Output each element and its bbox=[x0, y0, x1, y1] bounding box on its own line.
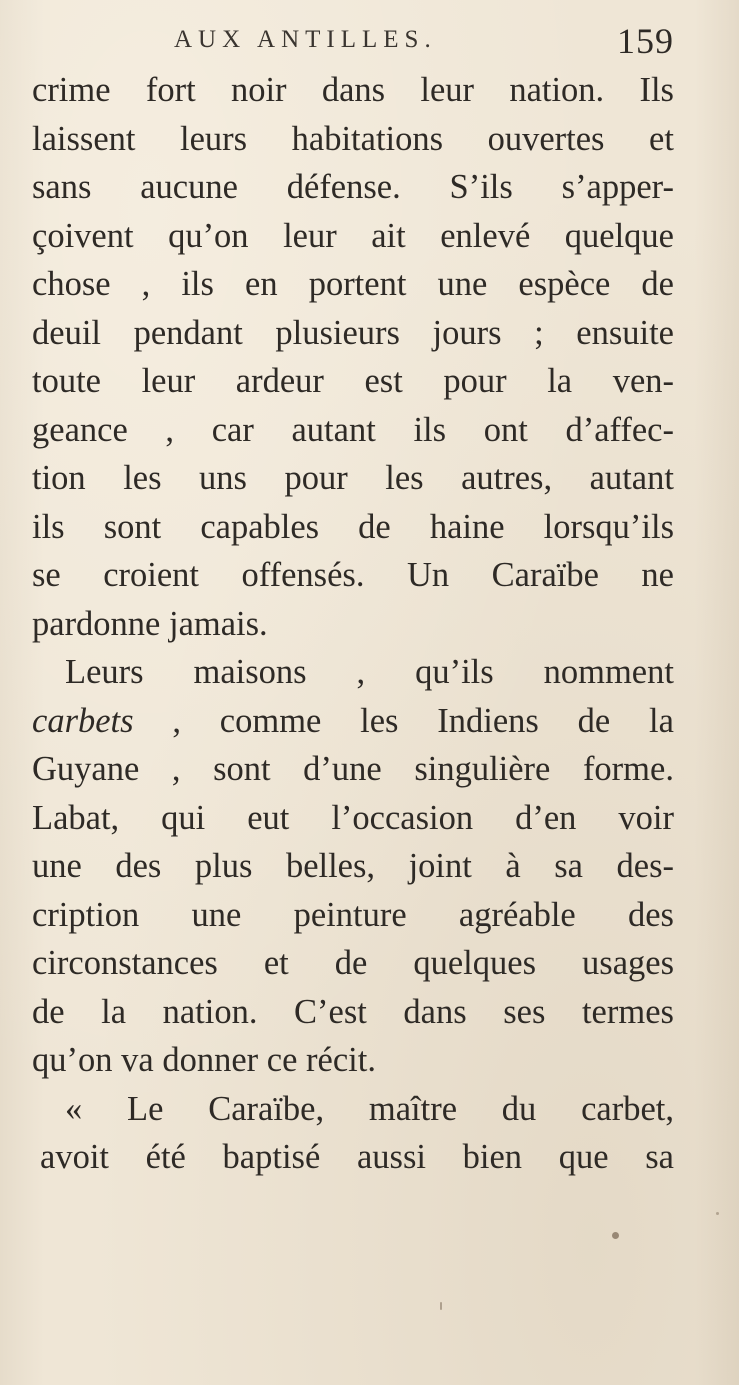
text-line bbox=[32, 988, 674, 1037]
word: tion bbox=[32, 459, 86, 497]
word: ses bbox=[503, 992, 546, 1031]
word: , bbox=[172, 701, 181, 740]
word: la bbox=[547, 362, 573, 400]
word: les bbox=[360, 701, 399, 740]
word: qu’on bbox=[32, 1041, 122, 1079]
word: peinture bbox=[293, 895, 407, 934]
word: noir bbox=[230, 71, 287, 109]
word: autant bbox=[291, 410, 376, 449]
word: été bbox=[145, 1138, 186, 1176]
word: haine bbox=[429, 507, 505, 546]
word: baptisé bbox=[222, 1138, 321, 1176]
word: jamais. bbox=[169, 604, 268, 643]
word: toute bbox=[32, 362, 101, 400]
word: des bbox=[115, 847, 162, 885]
word: défense. bbox=[286, 168, 401, 206]
text-line bbox=[32, 1085, 674, 1134]
word: d’une bbox=[303, 750, 382, 788]
word: de bbox=[641, 265, 674, 303]
word: Ils bbox=[639, 71, 674, 109]
word: chose bbox=[32, 265, 111, 303]
word: joint bbox=[408, 847, 472, 885]
text-line bbox=[32, 163, 674, 212]
text-line bbox=[32, 648, 674, 697]
word: de bbox=[577, 701, 611, 740]
word: ils bbox=[413, 410, 447, 449]
word: sa bbox=[554, 847, 583, 885]
word: plusieurs bbox=[275, 313, 400, 352]
word: Caraïbe, bbox=[208, 1089, 325, 1128]
word: leur bbox=[420, 71, 475, 109]
word: ne bbox=[641, 556, 674, 594]
body-text bbox=[32, 66, 674, 1182]
paper-speck bbox=[716, 1212, 719, 1215]
word: et bbox=[649, 119, 674, 158]
word: de bbox=[358, 507, 391, 546]
word: les bbox=[123, 459, 162, 497]
text-line bbox=[32, 66, 674, 115]
word: , bbox=[165, 410, 175, 449]
word: carbets bbox=[32, 701, 134, 740]
word: ils bbox=[181, 265, 214, 303]
text-line bbox=[32, 1036, 674, 1085]
word: ont bbox=[483, 410, 528, 449]
word: termes bbox=[581, 992, 674, 1031]
word: , bbox=[356, 653, 366, 691]
word: portent bbox=[308, 265, 407, 303]
text-line bbox=[32, 745, 674, 794]
word: à bbox=[505, 847, 521, 885]
text-line bbox=[32, 260, 674, 309]
word: des bbox=[627, 895, 674, 934]
word: d’affec- bbox=[565, 410, 674, 449]
word: circonstances bbox=[32, 944, 218, 982]
word: sont bbox=[213, 750, 271, 788]
text-line bbox=[32, 842, 674, 891]
word: une bbox=[191, 895, 242, 934]
word: laissent bbox=[32, 119, 136, 158]
word: nomment bbox=[543, 653, 674, 691]
word: quelque bbox=[564, 216, 674, 255]
book-page bbox=[32, 22, 674, 1182]
word: Guyane bbox=[32, 750, 140, 788]
word: habitations bbox=[291, 119, 444, 158]
word: une bbox=[437, 265, 488, 303]
word: maître bbox=[368, 1089, 458, 1128]
word: Un bbox=[406, 556, 450, 594]
word: de bbox=[334, 944, 368, 982]
word: pour bbox=[284, 459, 348, 497]
word: leur bbox=[283, 216, 337, 255]
word: avoit bbox=[40, 1138, 109, 1176]
text-line bbox=[32, 551, 674, 600]
word: uns bbox=[199, 459, 247, 497]
word: pardonne bbox=[32, 604, 169, 643]
word: autres, bbox=[461, 459, 553, 497]
word: se bbox=[32, 556, 61, 594]
text-line bbox=[32, 697, 674, 746]
text-line bbox=[32, 503, 674, 552]
text-line bbox=[32, 357, 674, 406]
word: les bbox=[385, 459, 424, 497]
page-number: 159 bbox=[617, 21, 674, 61]
word: de bbox=[32, 992, 65, 1031]
word: Labat, bbox=[32, 798, 120, 837]
word: plus bbox=[194, 847, 253, 885]
word: car bbox=[211, 410, 254, 449]
word: jours bbox=[432, 313, 502, 352]
text-line bbox=[32, 454, 674, 503]
word: , bbox=[171, 750, 181, 788]
text-line bbox=[32, 794, 674, 843]
word: l’occasion bbox=[331, 798, 474, 837]
word: sont bbox=[103, 507, 162, 546]
word: récit. bbox=[306, 1041, 376, 1079]
word: qu’ils bbox=[415, 653, 494, 691]
word: des- bbox=[616, 847, 674, 885]
word: ouvertes bbox=[487, 119, 605, 158]
word: cription bbox=[32, 895, 140, 934]
word: fort bbox=[145, 71, 196, 109]
word: ardeur bbox=[235, 362, 324, 400]
word: ils bbox=[32, 507, 65, 546]
word: donner bbox=[162, 1041, 267, 1079]
word: ait bbox=[371, 216, 406, 255]
word: enlevé bbox=[440, 216, 531, 255]
word: çoivent bbox=[32, 216, 134, 255]
word: du bbox=[501, 1089, 537, 1128]
word: forme. bbox=[582, 750, 674, 788]
word: ce bbox=[266, 1041, 307, 1079]
word: qu’on bbox=[168, 216, 249, 255]
word: deuil bbox=[32, 313, 101, 352]
text-line bbox=[32, 212, 674, 261]
word: maisons bbox=[193, 653, 307, 691]
word: Indiens bbox=[437, 701, 539, 740]
word: quelques bbox=[413, 944, 536, 982]
word: que bbox=[558, 1138, 609, 1176]
text-line bbox=[32, 406, 674, 455]
word: capables bbox=[200, 507, 320, 546]
word: lorsqu’ils bbox=[543, 507, 674, 546]
word: carbet, bbox=[581, 1089, 674, 1128]
word: va bbox=[121, 1041, 163, 1079]
word: S’ils bbox=[449, 168, 513, 206]
word: leurs bbox=[180, 119, 248, 158]
word: agréable bbox=[458, 895, 576, 934]
word: autant bbox=[589, 459, 674, 497]
word: , bbox=[141, 265, 151, 303]
word: C’est bbox=[294, 992, 367, 1031]
word: dans bbox=[403, 992, 467, 1031]
word: est bbox=[364, 362, 403, 400]
text-line bbox=[32, 309, 674, 358]
word: sa bbox=[645, 1138, 674, 1176]
word: aucune bbox=[140, 168, 238, 206]
word: crime bbox=[32, 71, 111, 109]
text-line bbox=[32, 891, 674, 940]
word: pendant bbox=[133, 313, 243, 352]
word: une bbox=[32, 847, 82, 885]
word: « bbox=[65, 1089, 83, 1128]
word: comme bbox=[219, 701, 322, 740]
paper-speck bbox=[612, 1232, 619, 1239]
word: Le bbox=[127, 1089, 164, 1128]
word: aussi bbox=[356, 1138, 426, 1176]
word: la bbox=[649, 701, 674, 740]
word: belles, bbox=[285, 847, 376, 885]
running-title: AUX ANTILLES. bbox=[174, 26, 437, 53]
text-line bbox=[32, 939, 674, 988]
word: leur bbox=[141, 362, 196, 400]
text-line bbox=[32, 600, 674, 649]
word: nation. bbox=[509, 71, 605, 109]
word: eut bbox=[247, 798, 290, 837]
word: bien bbox=[462, 1138, 523, 1176]
word: en bbox=[245, 265, 278, 303]
word: croient bbox=[103, 556, 200, 594]
text-line bbox=[32, 1133, 674, 1182]
word: geance bbox=[32, 410, 128, 449]
word: offensés. bbox=[241, 556, 365, 594]
text-line bbox=[32, 115, 674, 164]
word: ; bbox=[534, 313, 544, 352]
word: et bbox=[263, 944, 289, 982]
word: la bbox=[101, 992, 127, 1031]
running-head bbox=[32, 22, 674, 66]
word: d’en bbox=[515, 798, 577, 837]
word: ven- bbox=[612, 362, 674, 400]
paper-speck bbox=[440, 1302, 442, 1310]
word: s’apper- bbox=[561, 168, 674, 206]
word: Leurs bbox=[65, 653, 144, 691]
word: nation. bbox=[162, 992, 258, 1031]
word: pour bbox=[443, 362, 507, 400]
word: qui bbox=[161, 798, 206, 837]
word: singulière bbox=[414, 750, 551, 788]
word: usages bbox=[582, 944, 674, 982]
word: voir bbox=[618, 798, 674, 837]
word: dans bbox=[321, 71, 386, 109]
word: Caraïbe bbox=[491, 556, 599, 594]
word: sans bbox=[32, 168, 92, 206]
word: ensuite bbox=[576, 313, 674, 352]
word: espèce bbox=[518, 265, 611, 303]
